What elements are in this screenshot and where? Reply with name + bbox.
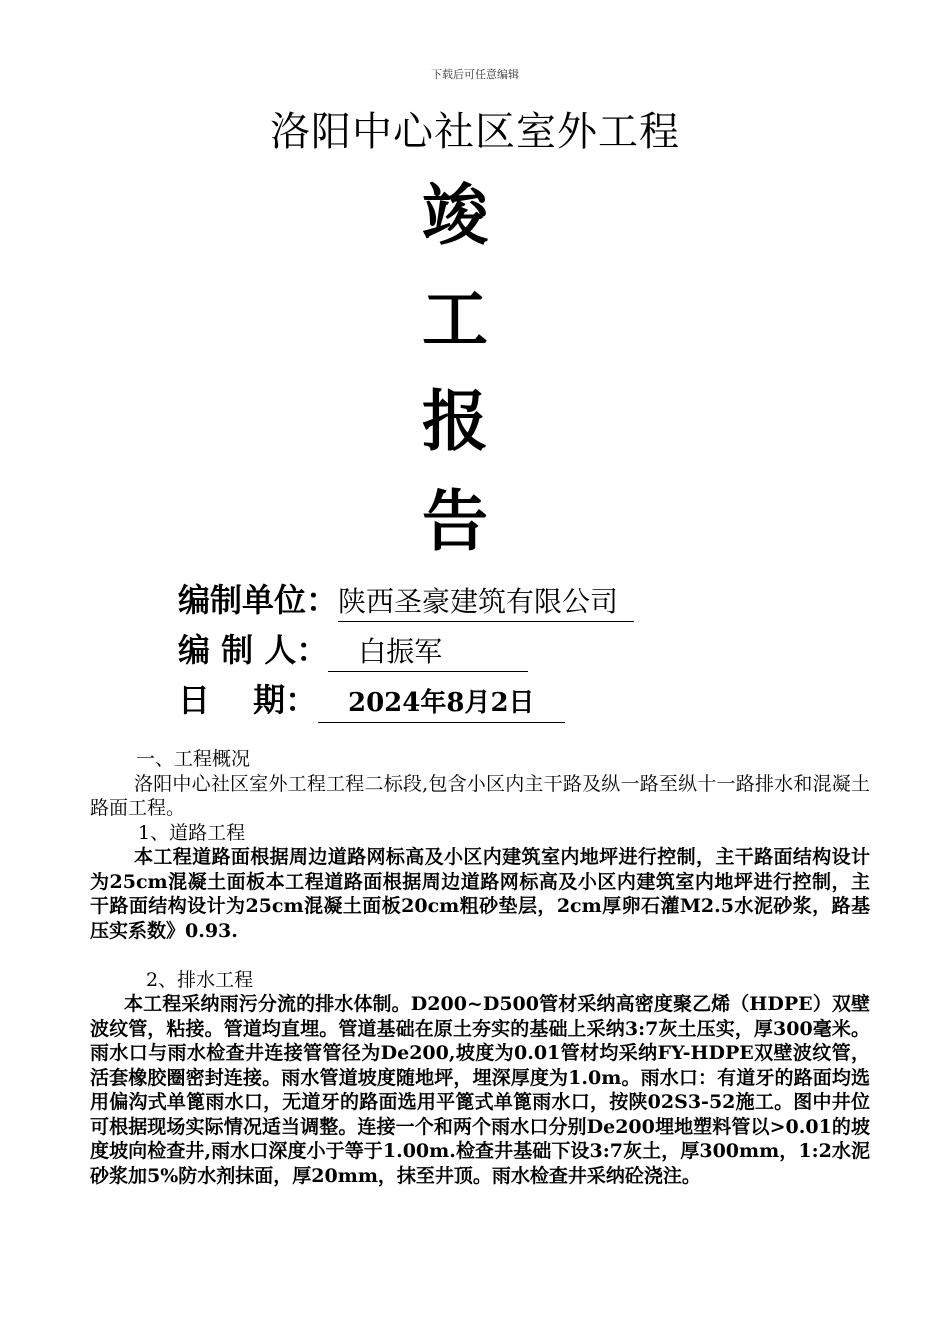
info-row-author [178, 628, 528, 672]
info-row-date [178, 678, 565, 723]
date-value: 2024年8月2日 [318, 684, 565, 723]
drainage-heading: 2、排水工程 [146, 968, 254, 991]
big-title-char-3: 报 [422, 383, 488, 460]
author-value: 白振军 [328, 633, 528, 672]
author-label: 编 制 人： [178, 631, 329, 669]
date-label: 日 期： [178, 681, 318, 719]
unit-value: 陕西圣豪建筑有限公司 [338, 583, 634, 622]
info-row-unit [178, 578, 634, 622]
big-title-char-4: 告 [422, 483, 488, 560]
section1-heading: 一、工程概况 [136, 748, 251, 770]
big-title-char-1: 竣 [422, 177, 488, 254]
unit-label: 编制单位： [178, 581, 339, 619]
road-heading: 1、道路工程 [138, 821, 246, 844]
document-title: 洛阳中心社区室外工程 [270, 109, 680, 155]
big-title-char-2: 工 [422, 281, 488, 358]
section1-paragraph: 洛阳中心社区室外工程工程二标段,包含小区内主干路及纵一路至纵十一路排水和混凝土路面工程。 [90, 772, 870, 819]
header-note: 下载后可任意编辑 [431, 68, 519, 81]
body-content [90, 747, 870, 1188]
spacer [90, 943, 870, 968]
drainage-paragraph: 本工程采纳雨污分流的排水体制。D200~D500管材采纳高密度聚乙烯（HDPE）双壁波纹管，粘接。管道均直埋。管道基础在原土夯实的基础上采纳3:7灰土压实，厚300毫米。雨水口与雨水检查井连接管管径为De200,坡度为0.01管材均采纳FY-HDPE双壁波纹管，活套橡胶圈密封连接。雨水管道坡度随地坪，埋深厚度为1.0m。雨水口：有道牙的路面均选用偏沟式单篦雨水口，无道牙的路面选用平篦式单篦雨水口，按陕02S3-52施工。图中井位可根据现场实际情况适当调整。连接一个和两个雨水口分别De200埋地塑料管以>0.01的坡度坡向检查井,雨水口深度小于等于1.00m.检查井基础下设3:7灰土，厚300mm，1:2水泥砂浆加5%防水剂抹面，厚20mm，抹至井顶。雨水检查井采纳砼浇注。 [90, 993, 870, 1187]
road-paragraph: 本工程道路面根据周边道路网标高及小区内建筑室内地坪进行控制，主干路面结构设计为25cm混凝土面板本工程道路面根据周边道路网标高及小区内建筑室内地坪进行控制，主干路面结构设计为25cm混凝土面板20cm粗砂垫层，2cm厚卵石灌M2.5水泥砂浆，路基压实系数》0.93. [90, 846, 870, 942]
